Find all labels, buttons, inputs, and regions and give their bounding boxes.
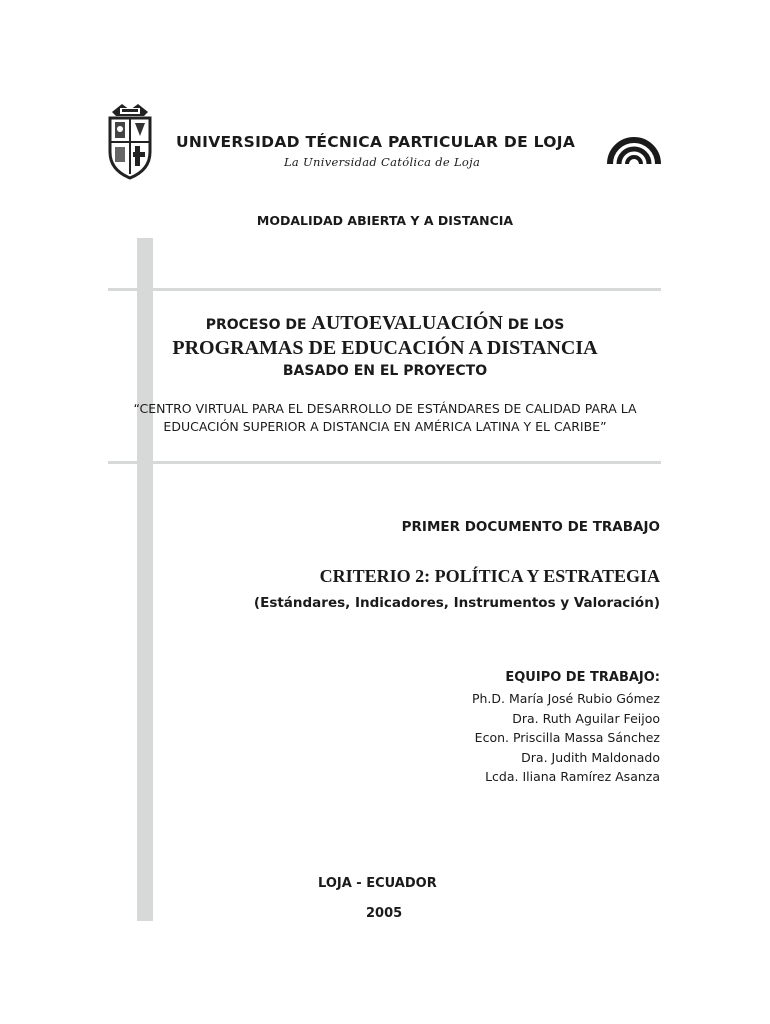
project-quote-line-1: “CENTRO VIRTUAL PARA EL DESARROLLO DE ESTÁNDARES DE CALIDAD PARA LA [133,401,637,416]
title-line-1-main: AUTOEVALUACIÓN [311,312,503,334]
bottom-divider [108,461,661,464]
team-member: Lcda. Iliana Ramírez Asanza [485,769,660,784]
team-member: Econ. Priscilla Massa Sánchez [474,730,660,745]
place-label: LOJA - ECUADOR [318,876,437,891]
university-seal-icon [106,102,154,180]
team-member: Dra. Ruth Aguilar Feijoo [512,711,660,726]
estandares-subheading: (Estándares, Indicadores, Instrumentos y Valoración) [253,595,660,611]
primer-documento: PRIMER DOCUMENTO DE TRABAJO [401,519,660,535]
title-line-1-post: DE LOS [502,317,565,333]
title-line-1 [100,312,670,335]
title-line-3: BASADO EN EL PROYECTO [282,363,488,379]
criterio-heading: CRITERIO 2: POLÍTICA Y ESTRATEGIA [319,566,660,586]
arcs-logo-icon [606,118,662,168]
team-member: Dra. Judith Maldonado [521,750,660,765]
title-line-1-pre: PROCESO DE [205,317,312,333]
university-subtitle: La Universidad Católica de Loja [284,155,481,169]
modalidad-heading: MODALIDAD ABIERTA Y A DISTANCIA [256,213,514,228]
title-line-2: PROGRAMAS DE EDUCACIÓN A DISTANCIA [172,337,598,359]
year-label: 2005 [366,906,403,921]
university-name: UNIVERSIDAD TÉCNICA PARTICULAR DE LOJA [176,133,576,151]
project-quote-line-2: EDUCACIÓN SUPERIOR A DISTANCIA EN AMÉRICA LATINA Y EL CARIBE” [163,419,607,434]
team-member: Ph.D. María José Rubio Gómez [471,691,660,706]
top-divider [108,288,661,291]
team-heading: EQUIPO DE TRABAJO: [505,670,660,685]
